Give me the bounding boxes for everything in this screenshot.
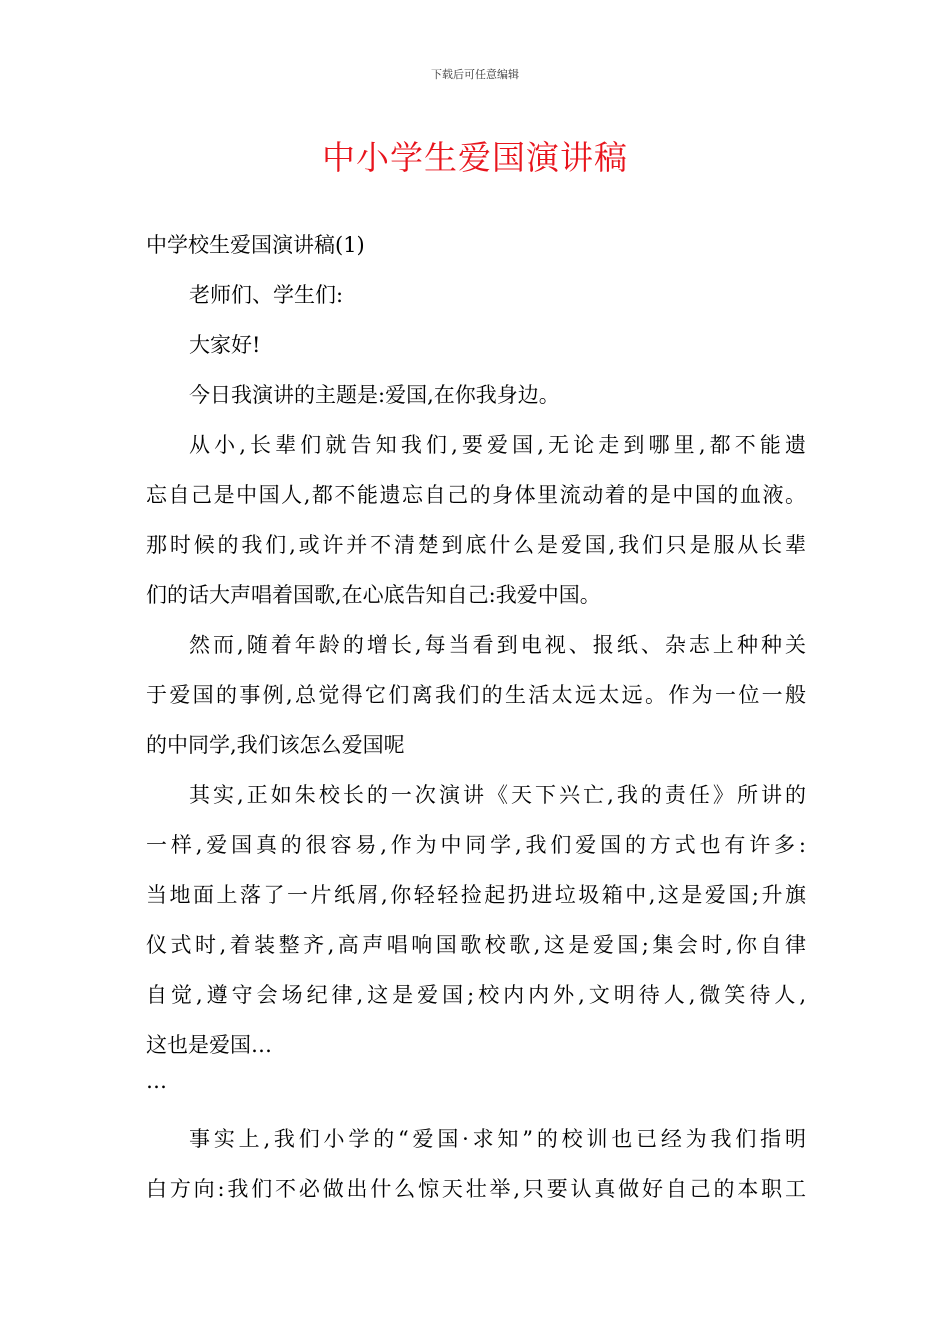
paragraph-3-line: 然而,随着年龄的增长,每当看到电视、报纸、杂志上种种关 <box>189 633 806 657</box>
paragraph-4-line: 当地面上落了一片纸屑,你轻轻捡起扔进垃圾箱中,这是爱国;升旗 <box>146 883 806 907</box>
paragraph-1-line: 今日我演讲的主题是:爱国,在你我身边。 <box>189 383 560 407</box>
salutation: 老师们、学生们: <box>189 283 344 307</box>
paragraph-4-line: 自觉,遵守会场纪律,这是爱国;校内内外,文明待人,微笑待人, <box>146 983 806 1007</box>
paragraph-5-line: 事实上,我们小学的“爱国·求知”的校训也已经为我们指明 <box>189 1127 806 1151</box>
paragraph-2-line: 那时候的我们,或许并不清楚到底什么是爱国,我们只是服从长辈 <box>146 533 806 557</box>
ellipsis-line: … <box>146 1069 167 1093</box>
paragraph-2-line: 们的话大声唱着国歌,在心底告知自己:我爱中国。 <box>146 583 601 607</box>
document-subtitle: 中学校生爱国演讲稿(1) <box>146 233 365 257</box>
greeting: 大家好! <box>189 333 261 357</box>
paragraph-2-line: 忘自己是中国人,都不能遗忘自己的身体里流动着的是中国的血液。 <box>146 483 806 507</box>
paragraph-4-line: 这也是爱国… <box>146 1033 272 1057</box>
paragraph-3-line: 于爱国的事例,总觉得它们离我们的生活太远太远。作为一位一般 <box>146 683 806 707</box>
paragraph-4-line: 一样,爱国真的很容易,作为中同学,我们爱国的方式也有许多: <box>146 833 806 857</box>
paragraph-2-line: 从小,长辈们就告知我们,要爱国,无论走到哪里,都不能遗 <box>189 433 806 457</box>
paragraph-5-line: 白方向:我们不必做出什么惊天壮举,只要认真做好自己的本职工 <box>146 1177 806 1201</box>
document-body <box>146 220 806 1214</box>
paragraph-4-line: 仪式时,着装整齐,高声唱响国歌校歌,这是爱国;集会时,你自律 <box>146 933 806 957</box>
paragraph-4-line: 其实,正如朱校长的一次演讲《天下兴亡,我的责任》所讲的 <box>189 783 806 807</box>
document-title: 中小学生爱国演讲稿 <box>322 138 628 177</box>
paragraph-3-line: 的中同学,我们该怎么爱国呢 <box>146 733 405 757</box>
header-note: 下载后可任意编辑 <box>431 68 519 81</box>
